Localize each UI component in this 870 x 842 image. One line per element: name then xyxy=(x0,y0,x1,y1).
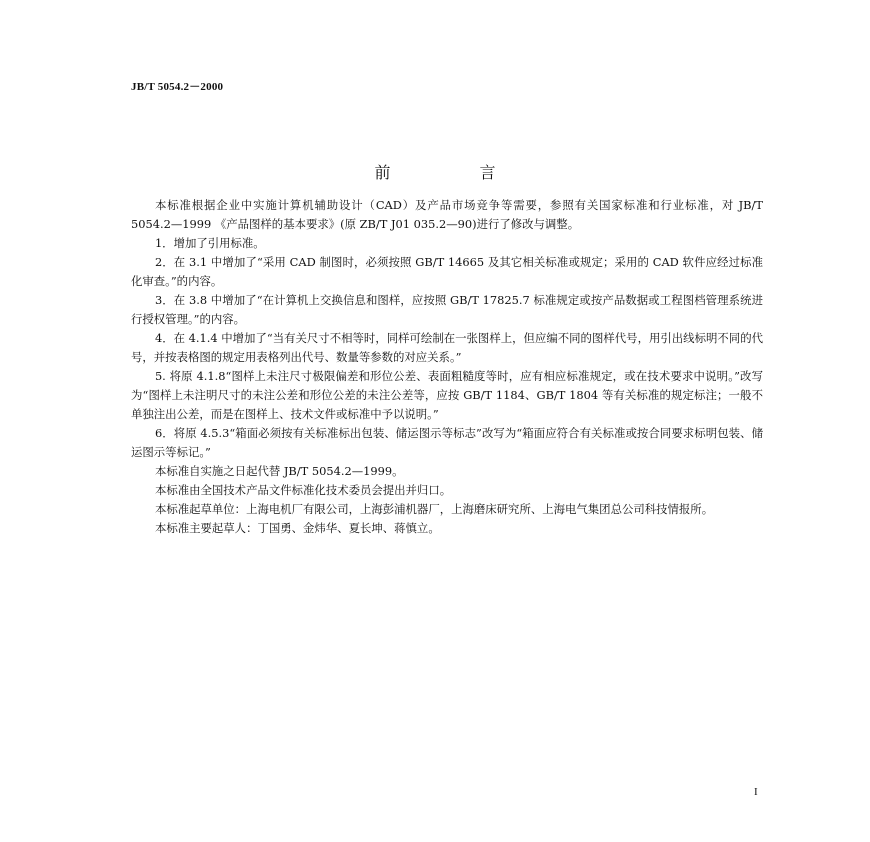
paragraph-item-2: 2．在 3.1 中增加了“采用 CAD 制图时，必须按照 GB/T 14665 及其它相关标准或规定；采用的 CAD 软件应经过标准化审查。”的内容。 xyxy=(131,255,763,288)
standard-code-header: JB/T 5054.2－2000 xyxy=(131,81,224,93)
paragraph-drafting-units: 本标准起草单位：上海电机厂有限公司，上海彭浦机器厂，上海磨床研究所、上海电气集团总公司科技情报所。 xyxy=(154,502,714,516)
paragraph-item-5: 5. 将原 4.1.8“图样上未注尺寸极限偏差和形位公差、表面粗糙度等时，应有相应标准规定，或在技术要求中说明。”改写为“图样上未注明尺寸的未注公差和形位公差的未注公差等，应按 GB/T 1184、GB/T 1804 等有关标准的规定标注；一般不单独注出公差，而是在图样上、技术文件或标准中予以说明。” xyxy=(131,369,763,421)
foreword-body xyxy=(131,196,763,538)
paragraph-replacement: 本标准自实施之日起代替 JB/T 5054.2—1999。 xyxy=(154,464,404,478)
paragraph-proposer: 本标准由全国技术产品文件标准化技术委员会提出并归口。 xyxy=(154,483,452,497)
paragraph-intro: 本标准根据企业中实施计算机辅助设计（CAD）及产品市场竞争等需要，参照有关国家标准和行业标准，对 JB/T 5054.2—1999 《产品图样的基本要求》(原 ZB/T J01 035.2—90)进行了修改与调整。 xyxy=(131,198,763,231)
paragraph-item-3: 3．在 3.8 中增加了“在计算机上交换信息和图样，应按照 GB/T 17825.7 标准规定或按产品数据或工程图档管理系统进行授权管理。”的内容。 xyxy=(131,293,763,326)
paragraph-item-1: 1．增加了引用标准。 xyxy=(154,236,265,250)
paragraph-item-6: 6．将原 4.5.3“箱面必须按有关标准标出包装、储运图示等标志”改写为“箱面应符合有关标准或按合同要求标明包装、储运图示等标记。” xyxy=(131,426,763,459)
section-title-foreword: 前 言 xyxy=(374,163,538,182)
paragraph-item-4: 4．在 4.1.4 中增加了“当有关尺寸不相等时，同样可绘制在一张图样上，但应编不同的图样代号，用引出线标明不同的代号，并按表格图的规定用表格列出代号、数量等参数的对应关系。” xyxy=(131,331,763,364)
page-number: I xyxy=(754,786,758,798)
paragraph-drafters: 本标准主要起草人：丁国勇、金炜华、夏长坤、蒋慎立。 xyxy=(154,521,440,535)
